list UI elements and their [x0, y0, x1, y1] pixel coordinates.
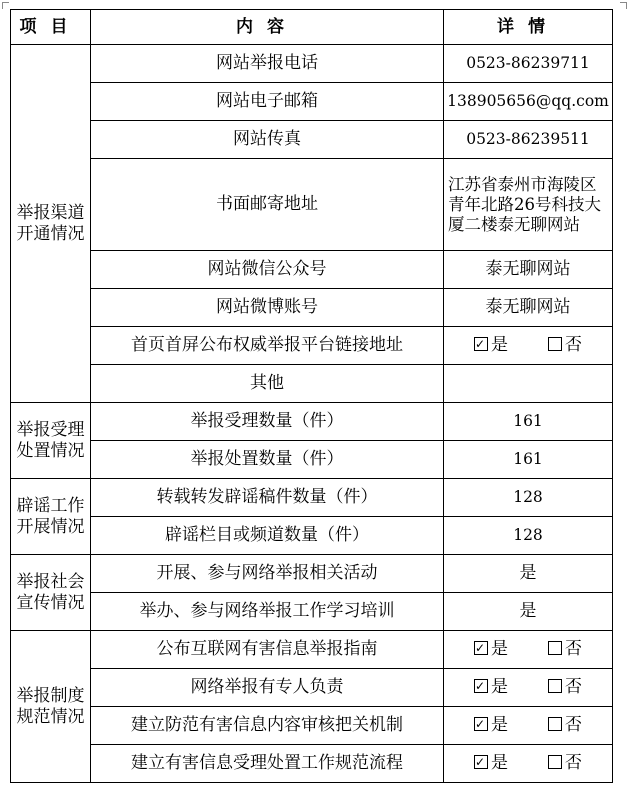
content-cell: 建立防范有害信息内容审核把关机制: [91, 707, 444, 745]
table-row: [11, 479, 613, 517]
detail-cell: 128: [444, 517, 613, 555]
detail-cell: 128: [444, 479, 613, 517]
table-row: [11, 251, 613, 289]
category-cell: 举报社会宣传情况: [11, 555, 91, 631]
content-cell: 其他: [91, 365, 444, 403]
detail-cell-checkbox: [444, 669, 613, 707]
yes-option[interactable]: [474, 677, 508, 698]
content-cell: 开展、参与网络举报相关活动: [91, 555, 444, 593]
content-cell: 举办、参与网络举报工作学习培训: [91, 593, 444, 631]
header-item: 项目: [11, 10, 91, 45]
content-cell: 举报处置数量（件）: [91, 441, 444, 479]
table-row: [11, 365, 613, 403]
content-cell: 网站电子邮箱: [91, 83, 444, 121]
table-row: [11, 289, 613, 327]
detail-cell-address: 江苏省泰州市海陵区青年北路26号科技大厦二楼泰无聊网站: [444, 159, 613, 251]
table-row: [11, 403, 613, 441]
detail-cell: 0523-86239711: [444, 45, 613, 83]
report-table-container: [10, 9, 613, 783]
detail-cell: [444, 365, 613, 403]
detail-cell: 是: [444, 555, 613, 593]
category-cell: 举报制度规范情况: [11, 631, 91, 783]
content-cell: 网站微信公众号: [91, 251, 444, 289]
table-row: [11, 631, 613, 669]
header-detail: 详情: [444, 10, 613, 45]
yes-option[interactable]: [474, 715, 508, 736]
table-row: [11, 745, 613, 783]
no-option[interactable]: [548, 335, 582, 356]
category-cell: 举报渠道开通情况: [11, 45, 91, 403]
table-row: [11, 441, 613, 479]
table-row: [11, 327, 613, 365]
content-cell: 公布互联网有害信息举报指南: [91, 631, 444, 669]
table-row: [11, 593, 613, 631]
table-row: [11, 159, 613, 251]
detail-cell-checkbox: [444, 327, 613, 365]
yes-label: 是: [491, 335, 508, 355]
no-option[interactable]: [548, 753, 582, 774]
content-cell: 网站微博账号: [91, 289, 444, 327]
content-cell: 首页首屏公布权威举报平台链接地址: [91, 327, 444, 365]
content-cell: 举报受理数量（件）: [91, 403, 444, 441]
table-row: [11, 707, 613, 745]
detail-cell: 161: [444, 403, 613, 441]
yes-option[interactable]: [474, 639, 508, 660]
detail-cell: 0523-86239511: [444, 121, 613, 159]
content-cell: 转载转发辟谣稿件数量（件）: [91, 479, 444, 517]
table-row: [11, 669, 613, 707]
no-option[interactable]: [548, 677, 582, 698]
content-cell: 建立有害信息受理处置工作规范流程: [91, 745, 444, 783]
yes-label: 是: [491, 753, 508, 773]
table-row: [11, 45, 613, 83]
page-corner-mark: [620, 2, 627, 9]
yes-option[interactable]: [474, 335, 508, 356]
table-row: [11, 555, 613, 593]
no-label: 否: [565, 715, 582, 735]
detail-cell-checkbox: [444, 707, 613, 745]
yes-label: 是: [491, 677, 508, 697]
header-content: 内容: [91, 10, 444, 45]
checked-box-icon[interactable]: [474, 755, 488, 769]
category-cell: 举报受理处置情况: [11, 403, 91, 479]
no-label: 否: [565, 677, 582, 697]
detail-cell: 泰无聊网站: [444, 251, 613, 289]
content-cell: 网站传真: [91, 121, 444, 159]
content-cell: 书面邮寄地址: [91, 159, 444, 251]
page-corner-mark: [2, 2, 9, 9]
empty-box-icon[interactable]: [548, 755, 562, 769]
checked-box-icon[interactable]: [474, 641, 488, 655]
detail-cell: 138905656@qq.com: [444, 83, 613, 121]
table-row: [11, 517, 613, 555]
detail-cell-checkbox: [444, 631, 613, 669]
no-option[interactable]: [548, 639, 582, 660]
empty-box-icon[interactable]: [548, 679, 562, 693]
table-row: [11, 121, 613, 159]
detail-cell: 泰无聊网站: [444, 289, 613, 327]
yes-option[interactable]: [474, 753, 508, 774]
report-table: [10, 9, 613, 783]
content-cell: 网络举报有专人负责: [91, 669, 444, 707]
content-cell: 网站举报电话: [91, 45, 444, 83]
checked-box-icon[interactable]: [474, 717, 488, 731]
detail-cell: 是: [444, 593, 613, 631]
no-label: 否: [565, 639, 582, 659]
checked-box-icon[interactable]: [474, 679, 488, 693]
category-cell: 辟谣工作开展情况: [11, 479, 91, 555]
no-label: 否: [565, 335, 582, 355]
empty-box-icon[interactable]: [548, 641, 562, 655]
yes-label: 是: [491, 639, 508, 659]
no-label: 否: [565, 753, 582, 773]
detail-cell-checkbox: [444, 745, 613, 783]
no-option[interactable]: [548, 715, 582, 736]
yes-label: 是: [491, 715, 508, 735]
empty-box-icon[interactable]: [548, 717, 562, 731]
table-header-row: [11, 10, 613, 45]
detail-cell: 161: [444, 441, 613, 479]
checked-box-icon[interactable]: [474, 337, 488, 351]
table-row: [11, 83, 613, 121]
empty-box-icon[interactable]: [548, 337, 562, 351]
content-cell: 辟谣栏目或频道数量（件）: [91, 517, 444, 555]
